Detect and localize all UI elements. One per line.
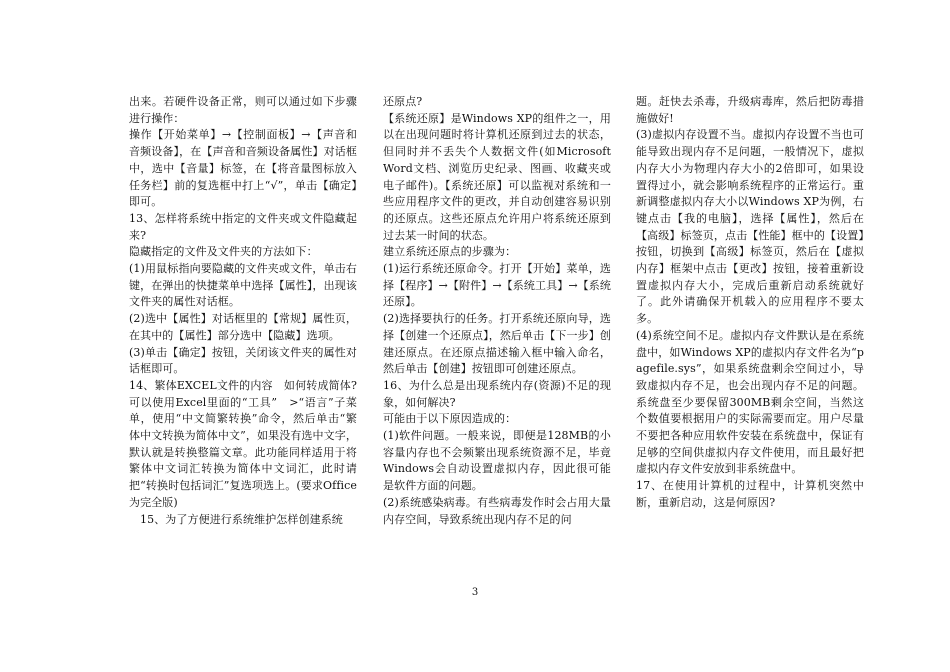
paragraph: (3)单击【确定】按钮，关闭该文件夹的属性对话框即可。 bbox=[129, 345, 357, 376]
text-column-2 bbox=[383, 94, 611, 528]
paragraph: 建立系统还原点的步骤为： bbox=[383, 245, 517, 259]
text-column-3 bbox=[636, 94, 864, 512]
question-heading: 14、繁体EXCEL文件的内容 如何转成简体?可以使用Excel里面的“工具” >“语言”子菜单，使用“中文简繁转换”命令，然后单击“繁体中文转换为简体中文”，如果没有选中文字，默认就是转换整篇文章。此功能同样适用于将繁体中文词汇转换为简体中文词汇，此时请把“转换时包括词汇”复选项选上。(要求Office为完全版) bbox=[129, 378, 357, 509]
paragraph: (2)选中【属性】对话框里的【常规】属性页，在其中的【属性】部分选中【隐藏】选项。 bbox=[129, 312, 357, 342]
paragraph: 隐藏指定的文件及文件夹的方法如下： bbox=[129, 245, 318, 259]
paragraph: (1)软件问题。一般来说，即便是128MB的小容量内存也不会频繁出现系统资源不足，毕竟Windows会自动设置虚拟内存，因此很可能是软件方面的问题。 bbox=[383, 429, 611, 493]
paragraph: 可能由于以下原因造成的： bbox=[383, 412, 517, 426]
text-column-1 bbox=[129, 94, 357, 528]
paragraph: 操作【开始菜单】→【控制面板】→【声音和音频设备】，在【声音和音频设备属性】对话框中，选中【音量】标签，在【将音量图标放入任务栏】前的复选框中打上“√”，单击【确定】即可。 bbox=[129, 128, 357, 209]
question-heading: 16、为什么总是出现系统内存(资源)不足的现象，如何解决? bbox=[383, 378, 611, 409]
paragraph: (1)运行系统还原命令。打开【开始】菜单，选择【程序】→【附件】→【系统工具】→【系统还原】。 bbox=[383, 262, 611, 309]
paragraph: (2)系统感染病毒。有些病毒发作时会占用大量内存空间，导致系统出现内存不足的问 bbox=[383, 495, 611, 526]
paragraph: (4)系统空间不足。虚拟内存文件默认是在系统盘中，如Windows XP的虚拟内存文件名为“pagefile.sys”，如果系统盘剩余空间过小，导致虚拟内存不足，也会出现内存不足的问题。系统盘至少要保留300MB剩余空间，当然这个数值要根据用户的实际需要而定。用户尽量不要把各种应用软件安装在系统盘中，保证有足够的空间供虚拟内存文件使用，而且最好把虚拟内存文件安放到非系统盘中。 bbox=[636, 328, 864, 476]
paragraph: 出来。若硬件设备正常，则可以通过如下步骤进行操作： bbox=[129, 95, 357, 125]
paragraph: (3)虚拟内存设置不当。虚拟内存设置不当也可能导致出现内存不足问题，一般情况下，虚拟内存大小为物理内存大小的2倍即可，如果设置得过小，就会影响系统程序的正常运行。重新调整虚拟内存大小以Windows XP为例，右键点击【我的电脑】，选择【属性】，然后在【高级】标签页，点击【性能】框中的【设置】按钮，切换到【高级】标签页，然后在【虚拟内存】框架中点击【更改】按钮，接着重新设置虚拟内存大小，完成后重新启动系统就好了。此外请确保开机载入的应用程序不要太多。 bbox=[636, 128, 864, 326]
page-number: 3 bbox=[471, 587, 479, 598]
paragraph: 题。赶快去杀毒，升级病毒库，然后把防毒措施做好! bbox=[636, 95, 864, 125]
question-heading: 15、为了方便进行系统维护怎样创建系统 bbox=[140, 512, 343, 526]
question-heading: 17、在使用计算机的过程中，计算机突然中断，重新启动，这是何原因? bbox=[636, 479, 864, 509]
paragraph: (1)用鼠标指向要隐藏的文件夹或文件，单击右键，在弹出的快捷菜单中选择【属性】，出现该文件夹的属性对话框。 bbox=[129, 262, 357, 309]
paragraph: 【系统还原】是Windows XP的组件之一，用以在出现问题时将计算机还原到过去的状态，但同时并不丢失个人数据文件(如Microsoft Word文档、浏览历史纪录、图画、收藏夹或电子邮件)。【系统还原】可以监视对系统和一些应用程序文件的更改，并自动创建容易识别的还原点。这些还原点允许用户将系统还原到过去某一时间的状态。 bbox=[383, 111, 611, 242]
paragraph: 还原点? bbox=[383, 95, 423, 108]
paragraph: (2)选择要执行的任务。打开系统还原向导，选择【创建一个还原点】，然后单击【下一步】创建还原点。在还原点描述输入框中输入命名，然后单击【创建】按钮即可创建还原点。 bbox=[383, 312, 611, 376]
question-heading: 13、怎样将系统中指定的文件夹或文件隐藏起来? bbox=[129, 211, 357, 242]
